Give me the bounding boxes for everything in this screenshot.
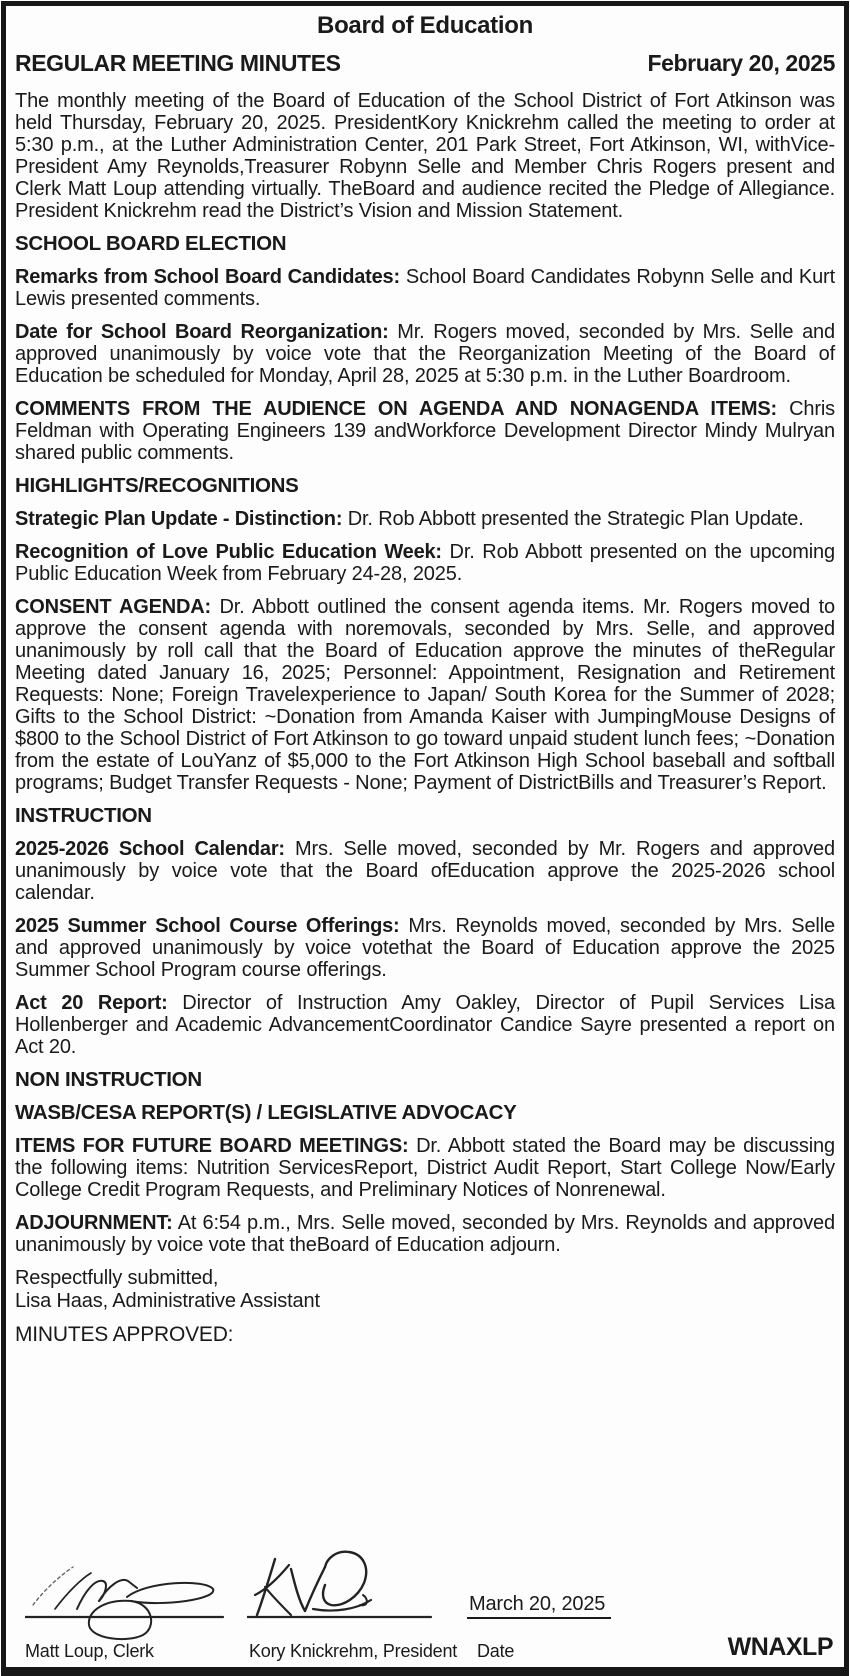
section-heading-wasb-cesa: WASB/CESA REPORT(S) / LEGISLATIVE ADVOCACY xyxy=(15,1101,517,1124)
paragraph-lead: CONSENT AGENDA: xyxy=(15,596,211,618)
paragraph-summer-school xyxy=(15,915,835,981)
paragraph-lead: Strategic Plan Update - Distinction: xyxy=(15,508,343,530)
paragraph-audience-comments xyxy=(15,398,835,464)
president-signature-image xyxy=(247,1545,435,1641)
paragraph-text: Dr. Rob Abbott presented on the upcoming Public Education Week from February 24-28, 2025. xyxy=(15,541,835,585)
section-heading-non-instruction: NON INSTRUCTION xyxy=(15,1068,202,1091)
section-heading-instruction: INSTRUCTION xyxy=(15,804,152,827)
paragraph-text: Mrs. Selle moved, seconded by Mr. Rogers and approved unanimously by voice vote that the Board ofEducation approve the 2025-2026 school calendar. xyxy=(15,838,835,904)
paragraph-education-week xyxy=(15,541,835,585)
paragraph-text: Dr. Abbott stated the Board may be discussing the following items: Nutrition ServicesReport, District Audit Report, Start College Now/Early College Credit Program Requests, and Preliminary Notices of Nonrenewal. xyxy=(15,1135,835,1201)
paragraph-lead: Date for School Board Reorganization: xyxy=(15,321,389,343)
section-heading-highlights: HIGHLIGHTS/RECOGNITIONS xyxy=(15,474,299,497)
paragraph-text: Director of Instruction Amy Oakley, Director of Pupil Services Lisa Hollenberger and Academic AdvancementCoordinator Candice Sayre presented a report on Act 20. xyxy=(15,992,835,1058)
paragraph-lead: 2025-2026 School Calendar: xyxy=(15,838,285,860)
clerk-signature-image xyxy=(25,1553,230,1645)
signature-block xyxy=(15,1523,835,1663)
minutes-approved-heading: MINUTES APPROVED: xyxy=(15,1323,234,1346)
paragraph-reorganization xyxy=(15,321,835,387)
paragraph-school-calendar xyxy=(15,838,835,904)
paragraph-text: The monthly meeting of the Board of Education of the School District of Fort Atkinson was held Thursday, February 20, 2025. PresidentKory Knickrehm called the meeting to order at 5:30 p.m., at the Luther Administration Center, 201 Park Street, Fort Atkinson, WI, withVice-President Amy Reynolds,Treasurer Robynn Selle and Member Chris Rogers present and Clerk Matt Loup attending virtually. TheBoard and audience recited the Pledge of Allegiance. President Knickrehm read the District’s Vision and Mission Statement. xyxy=(15,90,835,222)
closing-submitted-line: Respectfully submitted, xyxy=(15,1267,219,1289)
paragraph-text: Mr. Rogers moved, seconded by Mrs. Selle and approved unanimously by voice vote that the Reorganization Meeting of the Board of Education be scheduled for Monday, April 28, 2025 at 5:30 p.m. in the Luther Boardroom. xyxy=(15,321,835,387)
section-heading-school-board-election: SCHOOL BOARD ELECTION xyxy=(15,232,287,255)
president-signature-label: Kory Knickrehm, President xyxy=(249,1641,458,1661)
paragraph-text: Dr. Abbott outlined the consent agenda items. Mr. Rogers moved to approve the consent agenda with noremovals, seconded by Mrs. Selle, and approved unanimously by roll call that the Board of Education approve the minutes of theRegular Meeting dated January 16, 2025; Personnel: Appointment, Resignation and Retirement Requests: None; Foreign Travelexperience to Japan/ South Korea for the Summer of 2028; Gifts to the School District: ~Donation from Amanda Kaiser with JumpingMouse Designs of $800 to the School District of Fort Atkinson to go toward unpaid student lunch fees; ~Donation from the estate of LouYanz of $5,000 to the Fort Atkinson High School baseball and softball programs; Budget Transfer Requests - None; Payment of DistrictBills and Treasurer’s Report. xyxy=(15,596,835,794)
paragraph-adjournment xyxy=(15,1212,835,1256)
paragraph-consent-agenda xyxy=(15,596,835,794)
paragraph-text: At 6:54 p.m., Mrs. Selle moved, seconded by Mrs. Reynolds and approved unanimously by voice vote that theBoard of Education adjourn. xyxy=(15,1212,835,1256)
subtitle-row xyxy=(15,50,835,77)
paragraph-text: Chris Feldman with Operating Engineers 139 andWorkforce Development Director Mindy Mulryan shared public comments. xyxy=(15,398,835,464)
paragraph-lead: 2025 Summer School Course Offerings: xyxy=(15,915,400,937)
paragraph-lead: ADJOURNMENT: xyxy=(15,1212,173,1234)
approval-date-value: March 20, 2025 xyxy=(467,1593,611,1619)
document-frame xyxy=(1,1,849,1676)
paragraph-text: Mrs. Reynolds moved, seconded by Mrs. Selle and approved unanimously by voice votethat the Board of Education approve the 2025 Summer School Program course offerings. xyxy=(15,915,835,981)
doc-type-heading: REGULAR MEETING MINUTES xyxy=(15,50,341,76)
paragraph-future-meetings xyxy=(15,1135,835,1201)
closing-author-line: Lisa Haas, Administrative Assistant xyxy=(15,1290,320,1312)
paragraph-lead: ITEMS FOR FUTURE BOARD MEETINGS: xyxy=(15,1135,409,1157)
legal-notice-tag: WNAXLP xyxy=(727,1633,833,1661)
paragraph-text: School Board Candidates Robynn Selle and Kurt Lewis presented comments. xyxy=(15,266,835,310)
paragraph-opening xyxy=(15,90,835,222)
clerk-signature-label: Matt Loup, Clerk xyxy=(25,1641,154,1661)
paragraph-act20-report xyxy=(15,992,835,1058)
meeting-date: February 20, 2025 xyxy=(647,50,835,76)
paragraph-text: Dr. Rob Abbott presented the Strategic Plan Update. xyxy=(342,508,804,530)
paragraph-lead: Recognition of Love Public Education Week: xyxy=(15,541,442,563)
paragraph-lead: COMMENTS FROM THE AUDIENCE ON AGENDA AND NONAGENDA ITEMS: xyxy=(15,398,777,420)
date-signature-label: Date xyxy=(477,1641,515,1661)
page-title: Board of Education xyxy=(317,12,533,39)
paragraph-lead: Act 20 Report: xyxy=(15,992,168,1014)
paragraph-lead: Remarks from School Board Candidates: xyxy=(15,266,400,288)
paragraph-remarks xyxy=(15,266,835,310)
paragraph-strategic-plan xyxy=(15,508,835,530)
